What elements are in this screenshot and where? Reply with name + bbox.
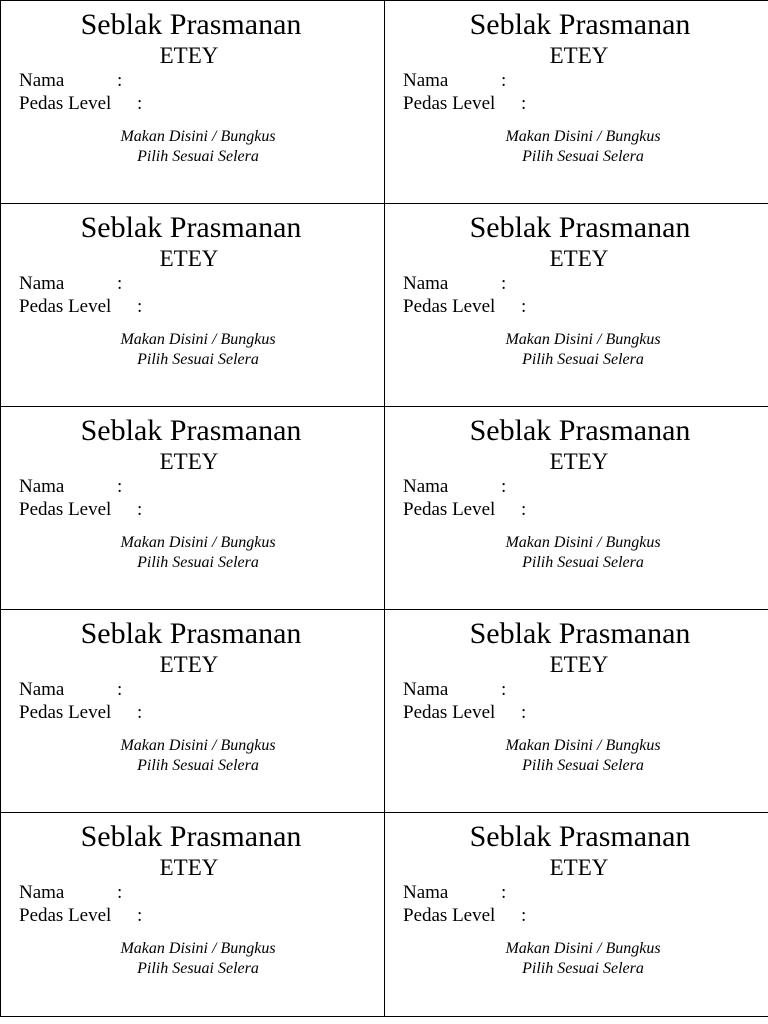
card-subtitle: ETEY: [159, 43, 219, 68]
card-title: Seblak Prasmanan: [80, 820, 302, 853]
label-row: [0, 407, 768, 610]
label-row: [0, 610, 768, 813]
label-card: [0, 204, 384, 407]
card-subtitle: ETEY: [159, 449, 219, 474]
label-card: [0, 813, 384, 1016]
pedas-level-colon: :: [137, 93, 143, 114]
card-note-taste: Pilih Sesuai Selera: [137, 757, 259, 774]
label-card: [384, 1, 768, 204]
label-card: [384, 407, 768, 610]
pedas-level-label: Pedas Level: [19, 296, 112, 317]
pedas-level-colon: :: [521, 93, 527, 114]
nama-field: [403, 882, 507, 904]
pedas-level-field: [19, 499, 143, 521]
nama-colon: :: [117, 882, 123, 903]
nama-label: Nama: [403, 679, 449, 700]
nama-field: [403, 679, 507, 701]
nama-colon: :: [117, 679, 123, 700]
nama-label: Nama: [19, 273, 65, 294]
label-row: [0, 813, 768, 1016]
label-card: [0, 1, 384, 204]
nama-label: Nama: [19, 476, 65, 497]
pedas-level-field: [403, 905, 527, 927]
card-subtitle: ETEY: [549, 449, 609, 474]
pedas-level-colon: :: [137, 296, 143, 317]
pedas-level-field: [403, 499, 527, 521]
nama-label: Nama: [403, 273, 449, 294]
pedas-level-label: Pedas Level: [403, 296, 496, 317]
nama-label: Nama: [403, 70, 449, 91]
label-row: [0, 1, 768, 204]
label-card: [384, 813, 768, 1016]
nama-field: [19, 476, 123, 498]
card-note-taste: Pilih Sesuai Selera: [137, 960, 259, 977]
card-note-dine-option: Makan Disini / Bungkus: [120, 128, 276, 145]
card-note-taste: Pilih Sesuai Selera: [522, 148, 644, 165]
card-title: Seblak Prasmanan: [469, 617, 691, 650]
nama-label: Nama: [403, 882, 449, 903]
nama-field: [19, 679, 123, 701]
pedas-level-label: Pedas Level: [19, 93, 112, 114]
nama-label: Nama: [19, 679, 65, 700]
card-note-taste: Pilih Sesuai Selera: [522, 757, 644, 774]
card-note-taste: Pilih Sesuai Selera: [137, 148, 259, 165]
pedas-level-label: Pedas Level: [403, 905, 496, 926]
card-subtitle: ETEY: [159, 855, 219, 880]
nama-field: [403, 70, 507, 92]
nama-label: Nama: [19, 882, 65, 903]
nama-field: [19, 70, 123, 92]
card-note-dine-option: Makan Disini / Bungkus: [505, 940, 661, 957]
nama-label: Nama: [403, 476, 449, 497]
pedas-level-field: [19, 93, 143, 115]
card-note-taste: Pilih Sesuai Selera: [137, 351, 259, 368]
nama-field: [403, 273, 507, 295]
nama-field: [19, 273, 123, 295]
label-card: [384, 204, 768, 407]
nama-colon: :: [501, 476, 507, 497]
nama-colon: :: [117, 273, 123, 294]
nama-colon: :: [501, 882, 507, 903]
card-title: Seblak Prasmanan: [80, 8, 302, 41]
pedas-level-field: [19, 296, 143, 318]
card-subtitle: ETEY: [549, 43, 609, 68]
label-card: [0, 407, 384, 610]
pedas-level-label: Pedas Level: [403, 702, 496, 723]
card-title: Seblak Prasmanan: [469, 8, 691, 41]
card-title: Seblak Prasmanan: [469, 414, 691, 447]
card-note-dine-option: Makan Disini / Bungkus: [120, 737, 276, 754]
card-subtitle: ETEY: [159, 652, 219, 677]
label-card: [0, 610, 384, 813]
card-subtitle: ETEY: [549, 855, 609, 880]
pedas-level-colon: :: [137, 905, 143, 926]
nama-colon: :: [501, 273, 507, 294]
nama-label: Nama: [19, 70, 65, 91]
pedas-level-colon: :: [137, 499, 143, 520]
pedas-level-label: Pedas Level: [403, 93, 496, 114]
pedas-level-label: Pedas Level: [19, 499, 112, 520]
pedas-level-colon: :: [521, 296, 527, 317]
card-note-dine-option: Makan Disini / Bungkus: [120, 534, 276, 551]
label-card: [384, 610, 768, 813]
pedas-level-field: [19, 702, 143, 724]
nama-colon: :: [117, 476, 123, 497]
card-subtitle: ETEY: [549, 652, 609, 677]
pedas-level-label: Pedas Level: [403, 499, 496, 520]
pedas-level-colon: :: [137, 702, 143, 723]
card-note-dine-option: Makan Disini / Bungkus: [120, 331, 276, 348]
pedas-level-field: [403, 296, 527, 318]
card-note-dine-option: Makan Disini / Bungkus: [505, 737, 661, 754]
card-subtitle: ETEY: [549, 246, 609, 271]
card-note-taste: Pilih Sesuai Selera: [522, 351, 644, 368]
nama-colon: :: [501, 679, 507, 700]
nama-colon: :: [117, 70, 123, 91]
pedas-level-label: Pedas Level: [19, 905, 112, 926]
card-subtitle: ETEY: [159, 246, 219, 271]
nama-colon: :: [501, 70, 507, 91]
pedas-level-label: Pedas Level: [19, 702, 112, 723]
pedas-level-colon: :: [521, 702, 527, 723]
card-note-dine-option: Makan Disini / Bungkus: [505, 331, 661, 348]
card-title: Seblak Prasmanan: [80, 617, 302, 650]
card-note-taste: Pilih Sesuai Selera: [522, 554, 644, 571]
pedas-level-field: [19, 905, 143, 927]
card-title: Seblak Prasmanan: [80, 414, 302, 447]
card-note-dine-option: Makan Disini / Bungkus: [120, 940, 276, 957]
pedas-level-field: [403, 702, 527, 724]
nama-field: [19, 882, 123, 904]
pedas-level-colon: :: [521, 905, 527, 926]
pedas-level-colon: :: [521, 499, 527, 520]
pedas-level-field: [403, 93, 527, 115]
card-note-taste: Pilih Sesuai Selera: [137, 554, 259, 571]
card-note-taste: Pilih Sesuai Selera: [522, 960, 644, 977]
label-row: [0, 204, 768, 407]
card-note-dine-option: Makan Disini / Bungkus: [505, 128, 661, 145]
card-title: Seblak Prasmanan: [469, 820, 691, 853]
card-note-dine-option: Makan Disini / Bungkus: [505, 534, 661, 551]
card-title: Seblak Prasmanan: [80, 211, 302, 244]
card-title: Seblak Prasmanan: [469, 211, 691, 244]
nama-field: [403, 476, 507, 498]
